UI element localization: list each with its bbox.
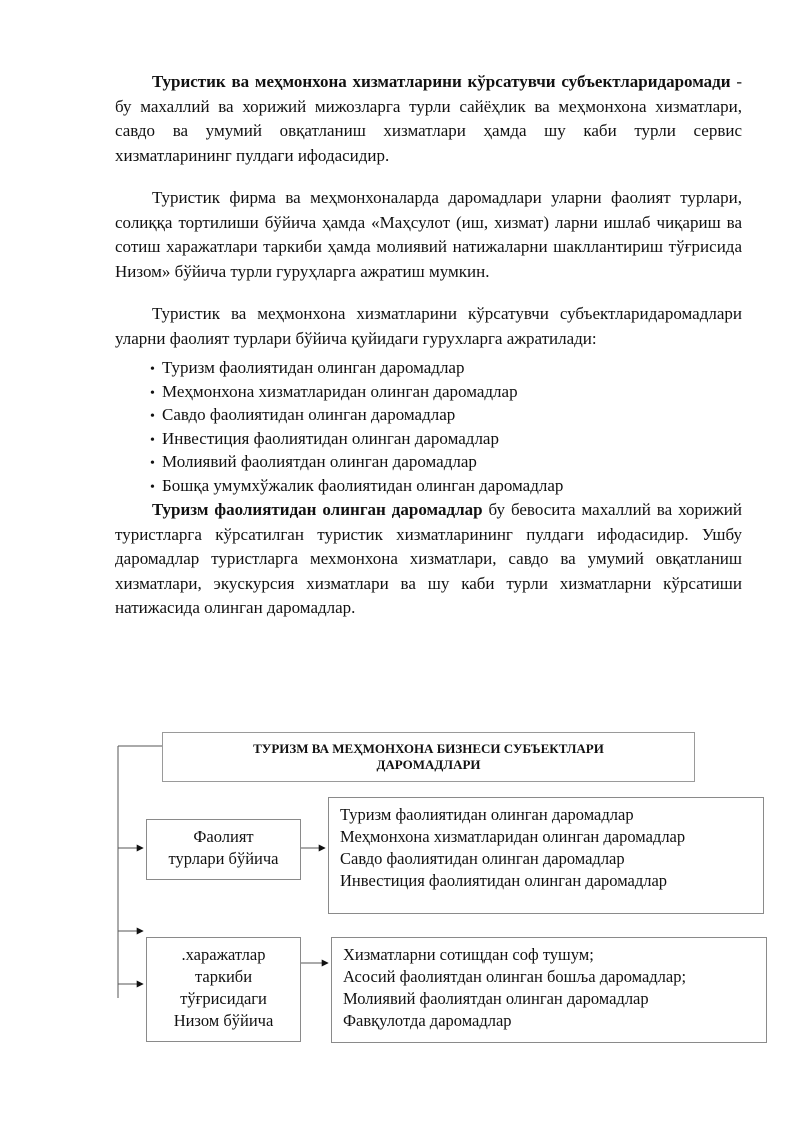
bullet-icon: • xyxy=(150,409,155,424)
list-item: Молиявий фаолиятдан олинган даромадлар xyxy=(343,989,649,1008)
list-item: Хизматларни сотищдан соф тушум; xyxy=(343,945,594,964)
list-item: • Меҳмонхона хизматларидан олинган даромадлар xyxy=(150,381,742,405)
bullet-icon: • xyxy=(150,479,155,495)
paragraph-3: Туристик ва меҳмонхона хизматларини кўрсатувчи субъектларидаромадлари уларни фаолият турлари бўйича қуйидаги гурухларга ажратилади: xyxy=(115,304,742,348)
regulation-income-list-box xyxy=(331,937,767,1043)
list-item: Меҳмонхона хизматларидан олинган даромадлар xyxy=(340,827,686,846)
paragraph-2: Туристик фирма ва меҳмонхоналарда даромадлари уларни фаолият турлари, солиққа тортилиши бўйича ҳамда «Маҳсулот (иш, хизмат) ларни ишлаб чиқариш ва сотиш харажатлари таркиби ҳамда молиявий натижаларни шакллантириш тўғрисида Низом» бўйича турли гуруҳларга ажратиш мумкин. xyxy=(115,188,742,281)
list-item: Асосий фаолиятдан олинган бошљa даромадлар; xyxy=(343,967,687,986)
list-item: Фавқулотда даромадлар xyxy=(343,1011,512,1030)
list-item: Туризм фаолиятидан олинган даромадлар xyxy=(340,805,634,824)
list-item: Савдо фаолиятидан олинган даромадлар xyxy=(340,849,625,868)
by-activity-box: Фаолият турлари бўйича xyxy=(146,819,301,880)
by-regulation-box: .харажатлар таркиби тўғрисидаги Низом бўйича xyxy=(146,937,301,1042)
list-item: • Бошқа умумхўжалик фаолиятидан олинган даромадлар xyxy=(150,475,742,499)
list-item: Инвестиция фаолиятидан олинган даромадлар xyxy=(340,871,668,890)
bullet-icon: • xyxy=(150,432,155,448)
bullet-icon: • xyxy=(150,385,155,401)
paragraph-1-term: Туристик ва меҳмонхона хизматларини кўрсатувчи субъектларидаромади xyxy=(152,72,731,91)
list-item: • Савдо фаолиятидан олинган даромадлар xyxy=(150,404,742,428)
paragraph-4-definition: бу бевосита махаллий ва хорижий туристларга кўрсатилган туристик хизматларининг пулдаги ифодасидир. Ушбу даромадлар туристларга мехмонхона хизматлари, савдо ва умумий овқатланиш хизматлари, экускурсия хизматлари ва шу каби турли хизматларни кўрсатиши натижасида олинган даромадлар. xyxy=(115,500,742,617)
paragraph-1-definition: - бу махаллий ва хорижий мижозларга турли сайёҳлик ва меҳмонхона хизматлари, савдо ва умумий овқатланиш хизматлари ҳамда шу каби турли сервис хизматларининг пулдаги ифодасидир. xyxy=(115,72,742,165)
bullet-icon: • xyxy=(150,362,155,377)
paragraph-4-term: Туризм фаолиятидан олинган даромадлар xyxy=(152,500,483,519)
bullet-icon: • xyxy=(150,456,155,471)
activity-income-list-box xyxy=(328,797,764,914)
list-item: • Молиявий фаолиятдан олинган даромадлар xyxy=(150,451,742,475)
diagram-title-line-2: ДАРОМАДЛАРИ xyxy=(376,757,481,772)
list-item: • Инвестиция фаолиятидан олинган даромадлар xyxy=(150,428,742,452)
diagram-title-line-1: ТУРИЗМ ВА МЕҲМОНХОНА БИЗНЕСИ СУБЪЕКТЛАРИ xyxy=(253,741,604,756)
list-item: • Туризм фаолиятидан олинган даромадлар xyxy=(150,357,742,381)
diagram-title-box xyxy=(162,732,695,782)
